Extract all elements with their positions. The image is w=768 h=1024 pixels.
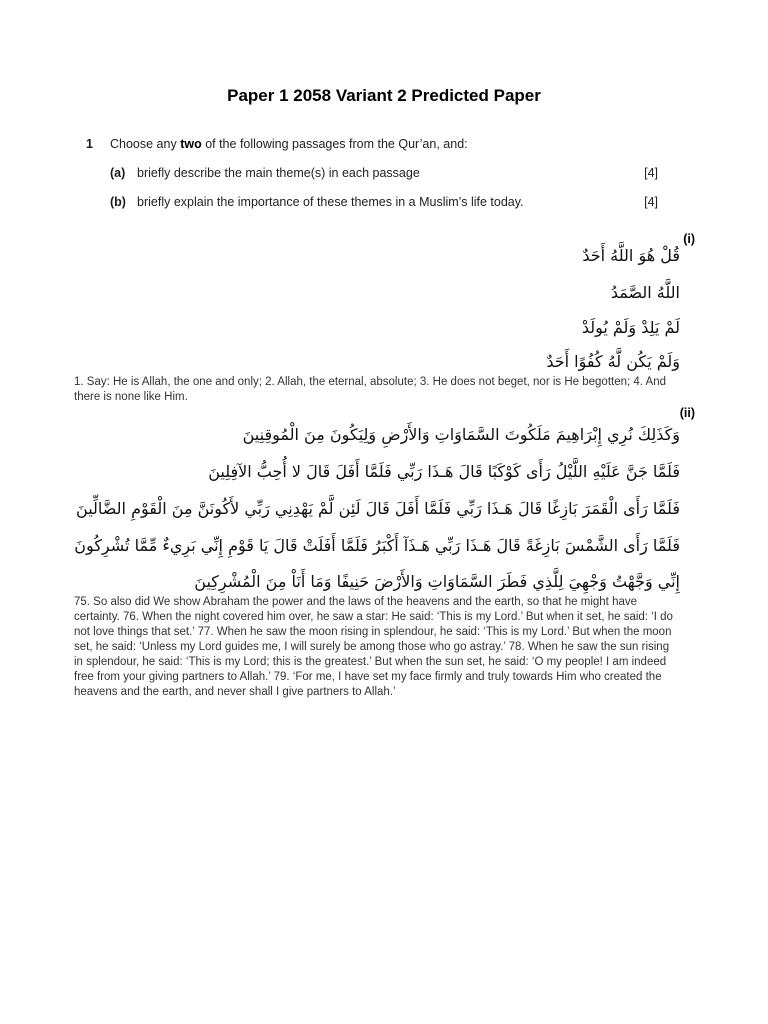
part-b-label: (b) [110,195,126,209]
passage-i-arabic-line: وَلَمْ يَكُن لَّهُ كُفُوًا أَحَدٌ [546,352,680,371]
part-a-text: briefly describe the main theme(s) in each passage [137,166,420,180]
passage-ii-arabic-line: فَلَمَّا رَأَى الشَّمْسَ بَازِغَةً قَالَ هَـذَا رَبِّي هَـذَآ أَكْبَرُ فَلَمَّا أَفَلَتْ قَالَ يَا قَوْمِ إِنِّي بَرِيءٌ مِّمَّا تُشْرِكُونَ [74,536,680,555]
passage-ii-arabic-line: فَلَمَّا رَأَى الْقَمَرَ بَازِغًا قَالَ هَـذَا رَبِّي فَلَمَّا أَفَلَ قَالَ لَئِن لَّمْ يَهْدِنِي رَبِّي لأَكُونَنَّ مِنَ الْقَوْمِ الضَّالِّينَ [76,499,680,518]
passage-i-translation: 1. Say: He is Allah, the one and only; 2. Allah, the eternal, absolute; 3. He does not beget, nor is He begotten; 4. And there is none like Him. [74,376,667,403]
passage-ii-arabic-line: وَكَذَلِكَ نُرِي إِبْرَاهِيمَ مَلَكُوتَ السَّمَاوَاتِ وَالأَرْضِ وَلِيَكُونَ مِنَ الْمُوقِنِينَ [242,425,680,444]
part-a-marks: [4] [644,166,658,180]
question-intro-start: Choose any [110,137,181,151]
part-b-text: briefly explain the importance of these themes in a Muslim’s life today. [137,195,524,209]
passage-i-arabic-line: اللَّهُ الصَّمَدُ [610,283,680,302]
question-intro-end: of the following passages from the Qur’an, and: [201,137,468,151]
passage-ii-label: (ii) [679,406,695,420]
question-intro [110,137,468,151]
passage-ii-arabic-line: إِنِّي وَجَّهْتُ وَجْهِيَ لِلَّذِي فَطَرَ السَّمَاوَاتِ وَالأَرْضَ حَنِيفًا وَمَا أَنَاْ مِنَ الْمُشْرِكِينَ [194,572,680,591]
passage-ii-arabic-line: فَلَمَّا جَنَّ عَلَيْهِ اللَّيْلُ رَأَى كَوْكَبًا قَالَ هَـذَا رَبِّي فَلَمَّا أَفَلَ قَالَ لا أُحِبُّ الآفِلِينَ [208,462,680,481]
question-intro-bold: two [180,137,202,151]
passage-ii-translation: 75. So also did We show Abraham the power and the laws of the heavens and the earth, so that he might have certainty. 76. When the night covered him over, he saw a star: He said: ‘This is my Lord.’ But when it set, he said: ‘I do not love things that set.’ 77. When he saw the moon rising in splendour, he said: ‘This is my Lord.’ But when the moon set, he said: ‘Unless my Lord guides me, I will surely be among those who go astray.’ 78. When he saw the sun rising in splendour, he said: ‘This is my Lord; this is the greatest.’ But when the sun set, he said: ‘O my people! I am indeed free from your giving partners to Allah.’ 79. ‘For me, I have set my face firmly and truly towards Him who created the heavens and the earth, and never shall I give partners to Allah.’ [74,596,673,698]
part-b-marks: [4] [644,195,658,209]
passage-i-arabic-line: قُلْ هُوَ اللَّهُ أَحَدٌ [582,246,680,265]
part-a-label: (a) [110,166,126,180]
passage-i-arabic-line: لَمْ يَلِدْ وَلَمْ يُولَدْ [581,318,680,337]
page-title: Paper 1 2058 Variant 2 Predicted Paper [227,86,541,105]
passage-i-label: (i) [683,232,695,246]
question-number: 1 [86,137,93,151]
